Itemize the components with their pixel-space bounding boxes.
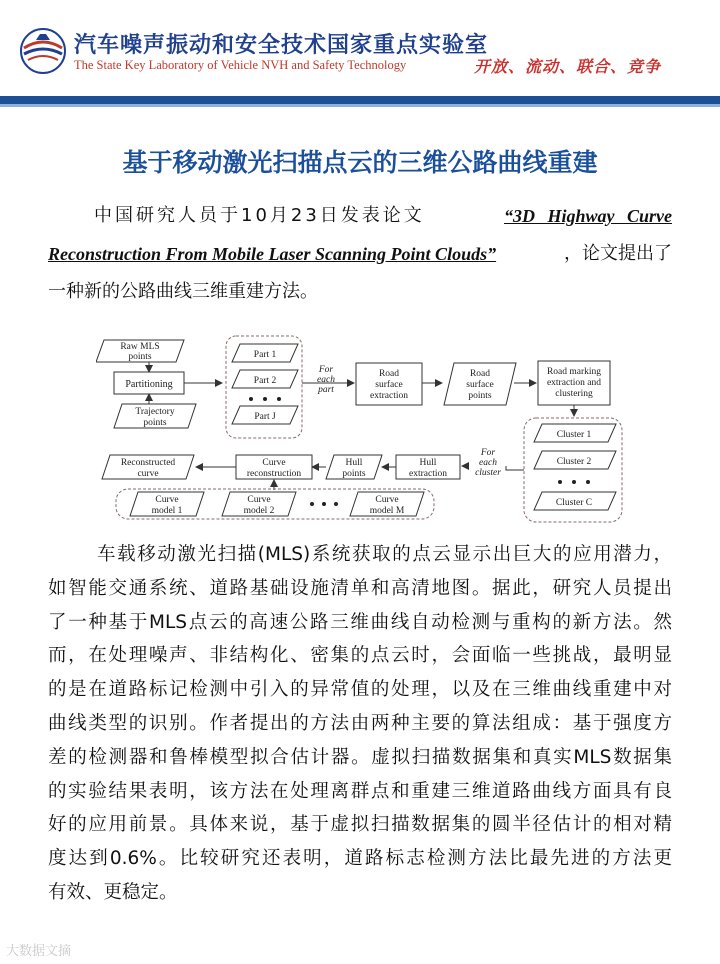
curve-models-ellipsis (310, 502, 338, 506)
svg-text:each: each (317, 375, 335, 385)
svg-text:each: each (479, 458, 497, 468)
svg-text:For: For (318, 365, 334, 375)
svg-text:Curve: Curve (155, 495, 179, 505)
svg-text:cluster: cluster (475, 468, 501, 478)
svg-text:surface: surface (375, 380, 403, 390)
curve-model-m-node (350, 492, 424, 516)
intro-tail-2: 一种新的公路曲线三维重建方法。 (48, 281, 318, 302)
svg-text:model 2: model 2 (243, 506, 275, 516)
curve-reconstruction-node (236, 455, 312, 479)
svg-text:curve: curve (137, 469, 159, 479)
svg-text:model 1: model 1 (151, 506, 183, 516)
trajectory-label-1: Trajectory (135, 407, 175, 417)
part-j-label: Part J (254, 412, 276, 422)
article-title: 基于移动激光扫描点云的三维公路曲线重建 (122, 148, 598, 177)
arrow-cluster-link (506, 466, 524, 470)
partitioning-label: Partitioning (125, 379, 173, 390)
body-line: 曲线类型的识别。作者提出的方法由两种主要的算法组成：基于强度方 (48, 712, 672, 734)
lab-name-chinese: 汽车噪声振动和安全技术国家重点实验室 (74, 33, 489, 58)
trajectory-label-2: points (143, 418, 167, 428)
lab-logo-icon (18, 26, 68, 76)
cluster-1-node (534, 424, 616, 442)
lab-name-english: The State Key Laboratory of Vehicle NVH and Safety Technology (74, 58, 407, 72)
header-banner (0, 0, 720, 98)
svg-text:surface: surface (466, 380, 494, 390)
reconstructed-curve-node (102, 455, 194, 479)
road-surface-points-node (444, 363, 516, 405)
raw-mls-label-1: Raw MLS (120, 342, 160, 352)
svg-text:Road marking: Road marking (546, 367, 602, 377)
road-surface-extraction-node (356, 363, 422, 405)
body-line: 度达到0.6%。比较研究还表明，道路标志检测方法比最先进的方法更 (48, 848, 672, 870)
paper-title-part-1: “3D Highway Curve (503, 206, 672, 226)
cluster-c-node (534, 492, 616, 510)
trajectory-points-node (114, 404, 196, 428)
svg-text:reconstruction: reconstruction (246, 469, 302, 479)
parts-ellipsis (249, 397, 281, 401)
intro-line-2 (48, 238, 672, 276)
part-1-label: Part 1 (253, 350, 277, 360)
svg-text:Curve: Curve (375, 495, 399, 505)
road-marking-node (538, 361, 610, 405)
clusters-ellipsis (558, 480, 590, 484)
curve-model-2-node (222, 492, 296, 516)
body-line: 车载移动激光扫描(MLS)系统获取的点云显示出巨大的应用潜力， (97, 544, 672, 565)
svg-text:Cluster 2: Cluster 2 (556, 457, 592, 467)
body-line: 好的应用前景。具体来说，基于虚拟扫描数据集的圆半径估计的相对精 (48, 814, 672, 836)
for-each-cluster-label (475, 448, 501, 478)
svg-text:Road: Road (469, 369, 491, 379)
lab-motto: 开放、流动、联合、竞争 (474, 57, 662, 76)
svg-text:For: For (480, 448, 496, 458)
pipeline-diagram (96, 328, 628, 524)
svg-text:clustering: clustering (555, 389, 593, 399)
svg-text:Cluster 1: Cluster 1 (556, 430, 592, 440)
part-2-node (232, 370, 298, 388)
body-line: 了一种基于MLS点云的高速公路三维曲线自动检测与重构的新方法。然 (48, 611, 672, 633)
svg-text:Curve: Curve (247, 495, 271, 505)
for-each-part-label (317, 365, 335, 395)
body-line: 的实验结果表明，该方法在处理离群点和重建三维道路曲线方面具有良 (48, 780, 672, 802)
body-line: 的是在道路标记检测中引入的异常值的处理，以及在三维曲线重建中对 (48, 679, 672, 701)
part-1-node (232, 344, 298, 362)
intro-line-3 (48, 276, 672, 314)
svg-text:Curve: Curve (262, 458, 286, 468)
cluster-2-node (534, 451, 616, 469)
watermark: 大数据文摘 (6, 944, 72, 959)
svg-text:points: points (342, 469, 366, 479)
svg-text:extraction: extraction (370, 391, 408, 401)
body-line: 有效、更稳定。 (48, 881, 178, 903)
svg-text:Road: Road (378, 369, 400, 379)
body-line: 差的检测器和鲁棒模型拟合估计器。虚拟扫描数据集和真实MLS数据集 (48, 746, 672, 768)
svg-text:Reconstructed: Reconstructed (120, 458, 176, 468)
raw-mls-points-node (96, 340, 184, 362)
body-line: 而，在处理噪声、非结构化、密集的点云时，会面临一些挑战，最明显 (48, 645, 672, 667)
svg-text:points: points (468, 391, 492, 401)
svg-text:Cluster C: Cluster C (555, 498, 593, 508)
curve-model-1-node (130, 492, 204, 516)
svg-text:extraction and: extraction and (546, 378, 602, 388)
intro-line-1 (48, 200, 672, 238)
part-2-label: Part 2 (253, 376, 277, 386)
intro-lead-text: 中国研究人员于10月23日发表论文 (94, 205, 425, 226)
svg-text:Hull: Hull (345, 458, 363, 468)
raw-mls-label-2: points (128, 352, 152, 362)
header-divider (0, 96, 720, 104)
part-j-node (232, 406, 298, 424)
svg-text:extraction: extraction (409, 469, 447, 479)
intro-tail-1: ，论文提出了 (564, 243, 672, 264)
svg-text:model M: model M (369, 506, 405, 516)
intro-paragraph (48, 200, 672, 314)
header-divider-light (0, 104, 720, 107)
body-paragraph (48, 538, 672, 910)
hull-points-node (326, 455, 382, 479)
body-line: 如智能交通系统、道路基础设施清单和高清地图。据此，研究人员提出 (48, 577, 672, 599)
svg-text:Hull: Hull (419, 458, 437, 468)
hull-extraction-node (396, 455, 460, 479)
paper-title-part-2: Reconstruction From Mobile Laser Scanning Point Clouds” (48, 244, 497, 264)
partitioning-node (114, 372, 184, 394)
svg-text:part: part (318, 385, 334, 395)
